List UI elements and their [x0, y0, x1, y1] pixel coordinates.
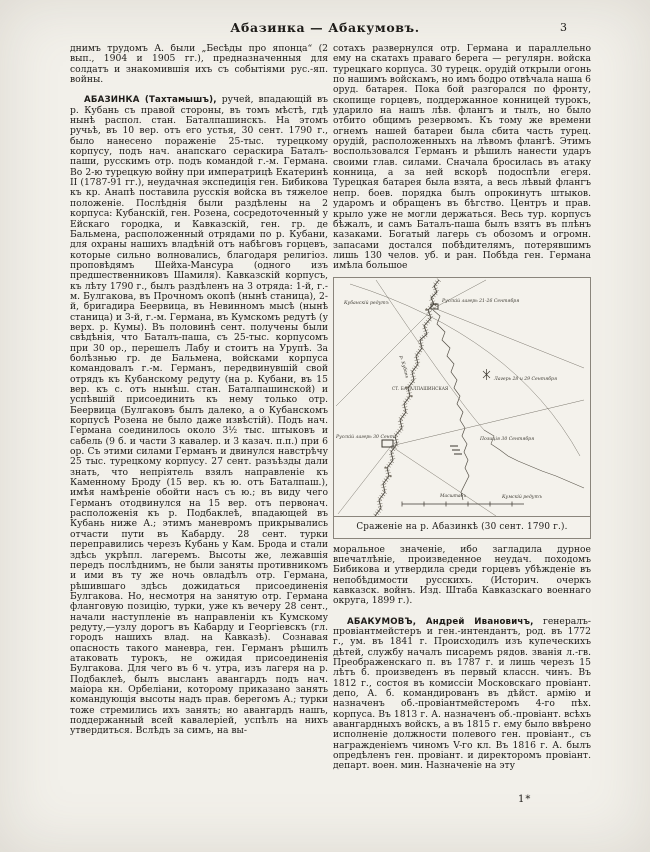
- paragraph-battle: сотахъ развернулся отр. Германа и параллельно ему на скатахъ праваго берега — регулярн. войска турецкаго корпуса. 30 турецк. орудій открыли огонь по нашимъ войскамъ, но имъ бодро отвѣчала наша 6 оруд. батарея. Пока бой разгорался по фронту, скопище горцевъ, поддержанное конницей турокъ, ударило на нашъ лѣв. флангъ и тылъ, но было отбито общимъ резервомъ. Къ тому же времени огнемъ нашей батареи была сбита часть турец. орудій, расположенныхъ на лѣвомъ флангѣ. Этимъ воспользовался Германъ и рѣшилъ нанести ударъ своими глав. силами. Сначала бросилась въ атаку конница, а за ней вскорѣ подоспѣли егеря. Турецкая батарея была взята, а весь лѣвый флангъ непр. боев. порядка былъ опрокинутъ штыков. ударомъ и обращенъ въ бѣгство. Центръ и прав. крыло уже не могли держаться. Весь тур. корпусъ бѣжалъ, и самъ Баталъ-паша былъ взятъ въ плѣнъ казаками. Богатый лагерь съ обозомъ и огромн. запасами достался побѣдителямъ, потерявшимъ лишь 130 челов. уб. и ран. Побѣда ген. Германа имѣла большое: [333, 44, 591, 272]
- road-northwest: [336, 308, 434, 406]
- battle-map: [334, 278, 590, 517]
- right-column: [333, 44, 591, 808]
- map-label-stanitsa: СТ. БАТАЛПАШИНСКАЯ: [392, 385, 449, 391]
- map-label-russian-camp-left: Русскій лагерь 30 Сент.: [336, 434, 396, 440]
- map-label-kuma-redoubt: Кумскій редутъ: [502, 494, 542, 500]
- paragraph-continuation: днимъ трудомъ А. были „Бесѣды про японца“ (2 вып., 1904 и 1905 гг.), предназначенныя для солдатъ и знакомившія ихъ съ событіями рус.-яп. войны.: [70, 44, 328, 86]
- road-southeast: [391, 446, 496, 516]
- left-column: [70, 44, 328, 796]
- running-title: Абазинка — Абакумовъ.: [230, 20, 420, 35]
- map-label-scale: Масштабъ: [440, 493, 467, 499]
- entry-abakumov-body: генералъ-провіантмейстеръ и ген.-интендантъ, род. въ 1772 г., ум. въ 1841 г. Происходилъ изъ купеческихъ дѣтей, службу началъ писаремъ рядов. званія л.-гв. Преображенскаго п. въ 1787 г. и лишь черезъ 15 лѣтъ б. произведенъ въ первый классн. чинъ. Въ 1812 г., состоя въ комиссіи Московскаго провіант. депо, А. б. командированъ въ дѣйст. армію и назначенъ об.-провіантмейстеромъ 4-го пѣх. корпуса. Въ 1813 г. А. назначенъ об.-провіант. всѣхъ авангардныхъ войскъ, а въ 1815 г. ему было ввѣрено исполненіе должности полевого ген. провіант., съ награжденіемъ чиномъ V-го кл. Въ 1816 г. А. былъ опредѣленъ ген. провіант. и директоромъ провіант. департ. воен. мин. Назначеніе на эту: [333, 615, 591, 772]
- road-arc-long: [350, 284, 580, 456]
- paragraph-moral: моральное значеніе, ибо загладила дурное впечатлѣніе, произведенное неудач. походомъ Бибикова и утвердила среди горцевъ убѣжденіе въ непобѣдимости русскихъ. (Историч. очеркъ кавказск. войнъ. Изд. Штаба Кавказскаго военнаго округа, 1899 г.).: [333, 543, 591, 607]
- river-hatching: [375, 280, 439, 516]
- signature-mark: 1*: [518, 794, 532, 805]
- map-label-river-kuban: р. Кубань: [398, 354, 409, 379]
- battle-map-figure: [333, 277, 591, 539]
- map-label-camp-right: Лагерь 28 и 29 Сентября: [494, 376, 557, 382]
- road-southwest: [338, 446, 391, 514]
- entry-abakumov: [333, 617, 591, 772]
- river-kuban: [375, 280, 439, 516]
- entry-abakumov-headword: АБАКУМОВЪ, Андрей Ивановичъ,: [347, 616, 534, 627]
- road-northeast: [434, 308, 584, 368]
- map-label-position: Позиція 30 Сентября: [480, 436, 535, 442]
- map-label-russian-camp-top: Русскій лагерь 21-26 Сентября: [442, 298, 520, 304]
- entry-abazinka-headword: АБАЗИНКА (Тахтамышъ),: [84, 95, 217, 106]
- entry-abazinka-body: ручей, впадающій въ р. Кубань съ правой стороны, въ томъ мѣстѣ, гдѣ нынѣ распол. стан. Баталпашинскъ. На этомъ ручьѣ, въ 10 вер. отъ его устья, 30 сент. 1790 г., было нанесено пораженіе 25-тыс. турецкому корпусу, подъ нач. анапскаго сераскира Баталъ-паши, русскимъ отр. подъ командой г.-м. Германа. Во 2-ю турецкую войну при императрицѣ Екатеринѣ II (1787-91 гг.), неудачная экспедиція ген. Бибикова къ кр. Анапѣ поставила русскія войска въ тяжелое положеніе. Послѣднія были раздѣлены на 2 корпуса: Кубанскій, ген. Розена, сосредоточенный у Ейскаго городка, и Кавказскій, ген. гр. де Бальмена, расположенный отрядами по р. Кубани, для охраны нашихъ владѣній отъ набѣговъ горцевъ, которые сильно волновались, благодаря религіоз. проповѣдямъ Шейха-Мансура (одного изъ предшественниковъ Шамиля). Кавказскій корпусъ, къ лѣту 1790 г., былъ раздѣленъ на 3 отряда: 1-й, г.-м. Булгакова, въ Прочномъ окопѣ (нынѣ станица), 2-й, бригадира Беервица, въ Невинномъ мысѣ (нынѣ станица) и 3-й, г.-м. Германа, въ Кумскомъ редутѣ (у верх. р. Кумы). Въ половинѣ сент. получены были свѣдѣнія, что Баталъ-паша, съ 25-тыс. корпусомъ при 30 ор., перешелъ Лабу и стоитъ на Урупѣ. За болѣзнью гр. де Бальмена, войсками корпуса командовалъ г.-м. Германъ, передвинувшій свой отрядъ къ Кубанскому редуту (на р. Кубани, въ 15 вер. къ с. отъ нынѣш. стан. Баталпашинской) и успѣвшій присоединить къ нему только отр. Беервица (Булгаковъ былъ далеко, а о Кубанскомъ корпусѣ Розена не было даже извѣстій). Подъ нач. Германа соединилось около 3½ тыс. штыковъ и сабель (9 б. и части 3 кавалер. и 3 казач. п.п.) при 6 ор. Съ этими силами Германъ и двинулся навстрѣчу 25 тыс. турецкому корпусу. 27 сент. разъѣзды дали знать, что непріятель взялъ направленіе къ Каменному Броду (15 вер. къ ю. отъ Баталпаш.), имѣя намѣреніе обойти насъ съ ю.; въ виду чего Германъ отодвинулся на 15 вер. отъ первонач. расположенія къ р. Подбаклеѣ, впадающей въ Кубань ниже А.; этимъ маневромъ прикрывались отчасти пути въ Кабарду. 28 сент. турки переправились черезъ Кубань у Кам. Брода и стали здѣсь укрѣпл. лагеремъ. Высоты же, лежавшія передъ послѣднимъ, не были заняты противникомъ и ими въ ту же ночь овладѣлъ отр. Германа, рѣшившаго здѣсь дожидаться присоединенія Булгакова. Но, несмотря на занятую отр. Германа фланговую позицію, турки, уже къ вечеру 28 сент., начали наступленіе въ направленіи къ Кумскому редуту,—узлу дорогъ въ Кабарду и Георгіевскъ (гл. городъ нашихъ влад. на Кавказѣ). Сознавая опасность такого маневра, ген. Германъ рѣшилъ атаковать турокъ, не ожидая присоединенія Булгакова. Для чего въ 6 ч. утра, изъ лагеря на р. Подбаклеѣ, былъ высланъ авангардъ подъ нач. маіора кн. Орбеліани, которому приказано занять командующія высоты надъ прав. берегомъ А.; турки тоже стремились ихъ занять; но авангардъ нашъ, поддержанный всей кавалеріей, успѣлъ на нихъ утвердиться. Вслѣдъ за симъ, на вы-: [70, 94, 328, 737]
- map-scale-bar: [402, 501, 524, 506]
- figure-caption: Сраженіе на р. Абазинкѣ (30 сент. 1790 г.).: [356, 521, 568, 532]
- symbol-position: [450, 446, 462, 454]
- map-label-kuban-redoubt: Кубанскій редутъ: [344, 300, 389, 306]
- battle-map-drawing: [334, 278, 590, 516]
- entry-abazinka: [70, 95, 328, 736]
- page-number: 3: [560, 21, 567, 34]
- symbol-camp-right: [483, 369, 490, 380]
